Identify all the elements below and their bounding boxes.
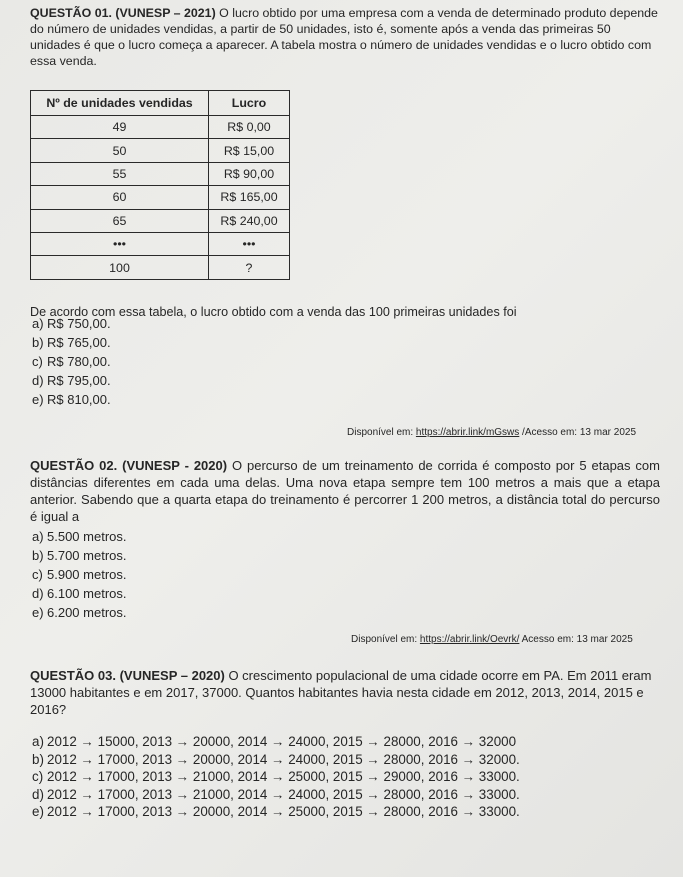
option-e[interactable]: e) R$ 810,00. xyxy=(32,392,111,407)
question-3-options xyxy=(32,733,520,821)
question-3-body: O crescimento populacional de uma cidade ocorre em PA. Em 2011 eram 13000 habitantes e em 2017, 37000. Quantos habitantes havia nesta cidade em 2012, 2013, 2014, 2015 e 2016? xyxy=(30,668,652,717)
question-2-title: QUESTÃO 02. (VUNESP - 2020) xyxy=(30,458,228,473)
question-2-source: Disponível em: https://abrir.link/Oevrk/ Acesso em: 13 mar 2025 xyxy=(351,634,633,645)
cell-units: 55 xyxy=(31,162,209,185)
cell-units: 100 xyxy=(31,256,209,279)
option-d[interactable]: d) 2012 → 17000, 2013 → 21000, 2014 → 24000, 2015 → 28000, 2016 → 33000. xyxy=(32,786,520,802)
table-row xyxy=(31,256,290,279)
question-1-title: QUESTÃO 01. (VUNESP – 2021) xyxy=(30,6,216,20)
table-row xyxy=(31,186,290,209)
option-a[interactable]: a) 5.500 metros. xyxy=(32,529,127,544)
cell-profit: R$ 0,00 xyxy=(209,116,290,139)
question-1-statement xyxy=(30,5,662,69)
question-3-statement xyxy=(30,667,660,718)
table-row xyxy=(31,116,290,139)
table-row xyxy=(31,232,290,255)
option-b[interactable]: b) R$ 765,00. xyxy=(32,335,111,350)
cell-units: 49 xyxy=(31,116,209,139)
source-link[interactable]: https://abrir.link/Oevrk/ xyxy=(419,634,520,645)
header-profit: Lucro xyxy=(209,91,290,116)
option-e[interactable]: e) 6.200 metros. xyxy=(32,605,127,620)
question-1-source: Disponível em: https://abrir.link/mGsws /Acesso em: 13 mar 2025 xyxy=(347,427,637,438)
cell-units: 50 xyxy=(31,139,209,162)
option-d[interactable]: d) 6.100 metros. xyxy=(32,586,127,601)
units-profit-table xyxy=(30,90,290,280)
cell-profit: R$ 240,00 xyxy=(209,209,290,232)
source-link[interactable]: https://abrir.link/mGsws xyxy=(415,427,520,438)
option-d[interactable]: d) R$ 795,00. xyxy=(32,373,111,388)
table-row xyxy=(31,209,290,232)
option-b[interactable]: b) 5.700 metros. xyxy=(32,548,127,563)
table-row xyxy=(31,162,290,185)
cell-profit: ? xyxy=(209,256,290,279)
cell-units: 60 xyxy=(31,186,209,209)
option-c[interactable]: c) R$ 780,00. xyxy=(32,354,111,369)
option-b[interactable]: b) 2012 → 17000, 2013 → 20000, 2014 → 24000, 2015 → 28000, 2016 → 32000. xyxy=(32,751,520,767)
header-units: Nº de unidades vendidas xyxy=(31,91,209,116)
option-c[interactable]: c) 5.900 metros. xyxy=(32,567,127,582)
cell-units: 65 xyxy=(31,209,209,232)
option-e[interactable]: e) 2012 → 17000, 2013 → 20000, 2014 → 25000, 2015 → 28000, 2016 → 33000. xyxy=(32,804,520,819)
option-a[interactable]: a) R$ 750,00. xyxy=(32,316,111,331)
question-2-body: O percurso de um treinamento de corrida é composto por 5 etapas com distâncias diferentes em cada uma delas. Uma nova etapa sempre tem 100 metros a mais que a etapa anterior. Sabendo que a quarta etapa do treinamento é percorrer 1 200 metros, a distância total do percurso é igual a xyxy=(30,458,660,524)
option-c[interactable]: c) 2012 → 17000, 2013 → 21000, 2014 → 25000, 2015 → 29000, 2016 → 33000. xyxy=(32,769,520,784)
cell-units: ••• xyxy=(31,232,209,255)
question-2-options xyxy=(32,527,127,622)
question-2-statement xyxy=(30,457,660,525)
question-1-prompt: De acordo com essa tabela, o lucro obtido com a venda das 100 primeiras unidades foi xyxy=(30,305,517,319)
table-header-row xyxy=(31,91,290,116)
table-row xyxy=(31,139,290,162)
question-1-body: O lucro obtido por uma empresa com a venda de determinado produto depende do número de unidades vendidas, a partir de 50 unidades, isto é, somente após a venda das primeiras 50 unidades é que o lucro começa a aparecer. A tabela mostra o número de unidades vendidas e o lucro obtido com essa venda. xyxy=(30,6,658,68)
question-1-options xyxy=(32,314,111,409)
cell-profit: ••• xyxy=(209,232,290,255)
cell-profit: R$ 15,00 xyxy=(209,139,290,162)
cell-profit: R$ 165,00 xyxy=(209,186,290,209)
cell-profit: R$ 90,00 xyxy=(209,162,290,185)
question-3-title: QUESTÃO 03. (VUNESP – 2020) xyxy=(30,668,225,683)
option-a[interactable]: a) 2012 → 15000, 2013 → 20000, 2014 → 24000, 2015 → 28000, 2016 → 32000 xyxy=(32,734,517,749)
